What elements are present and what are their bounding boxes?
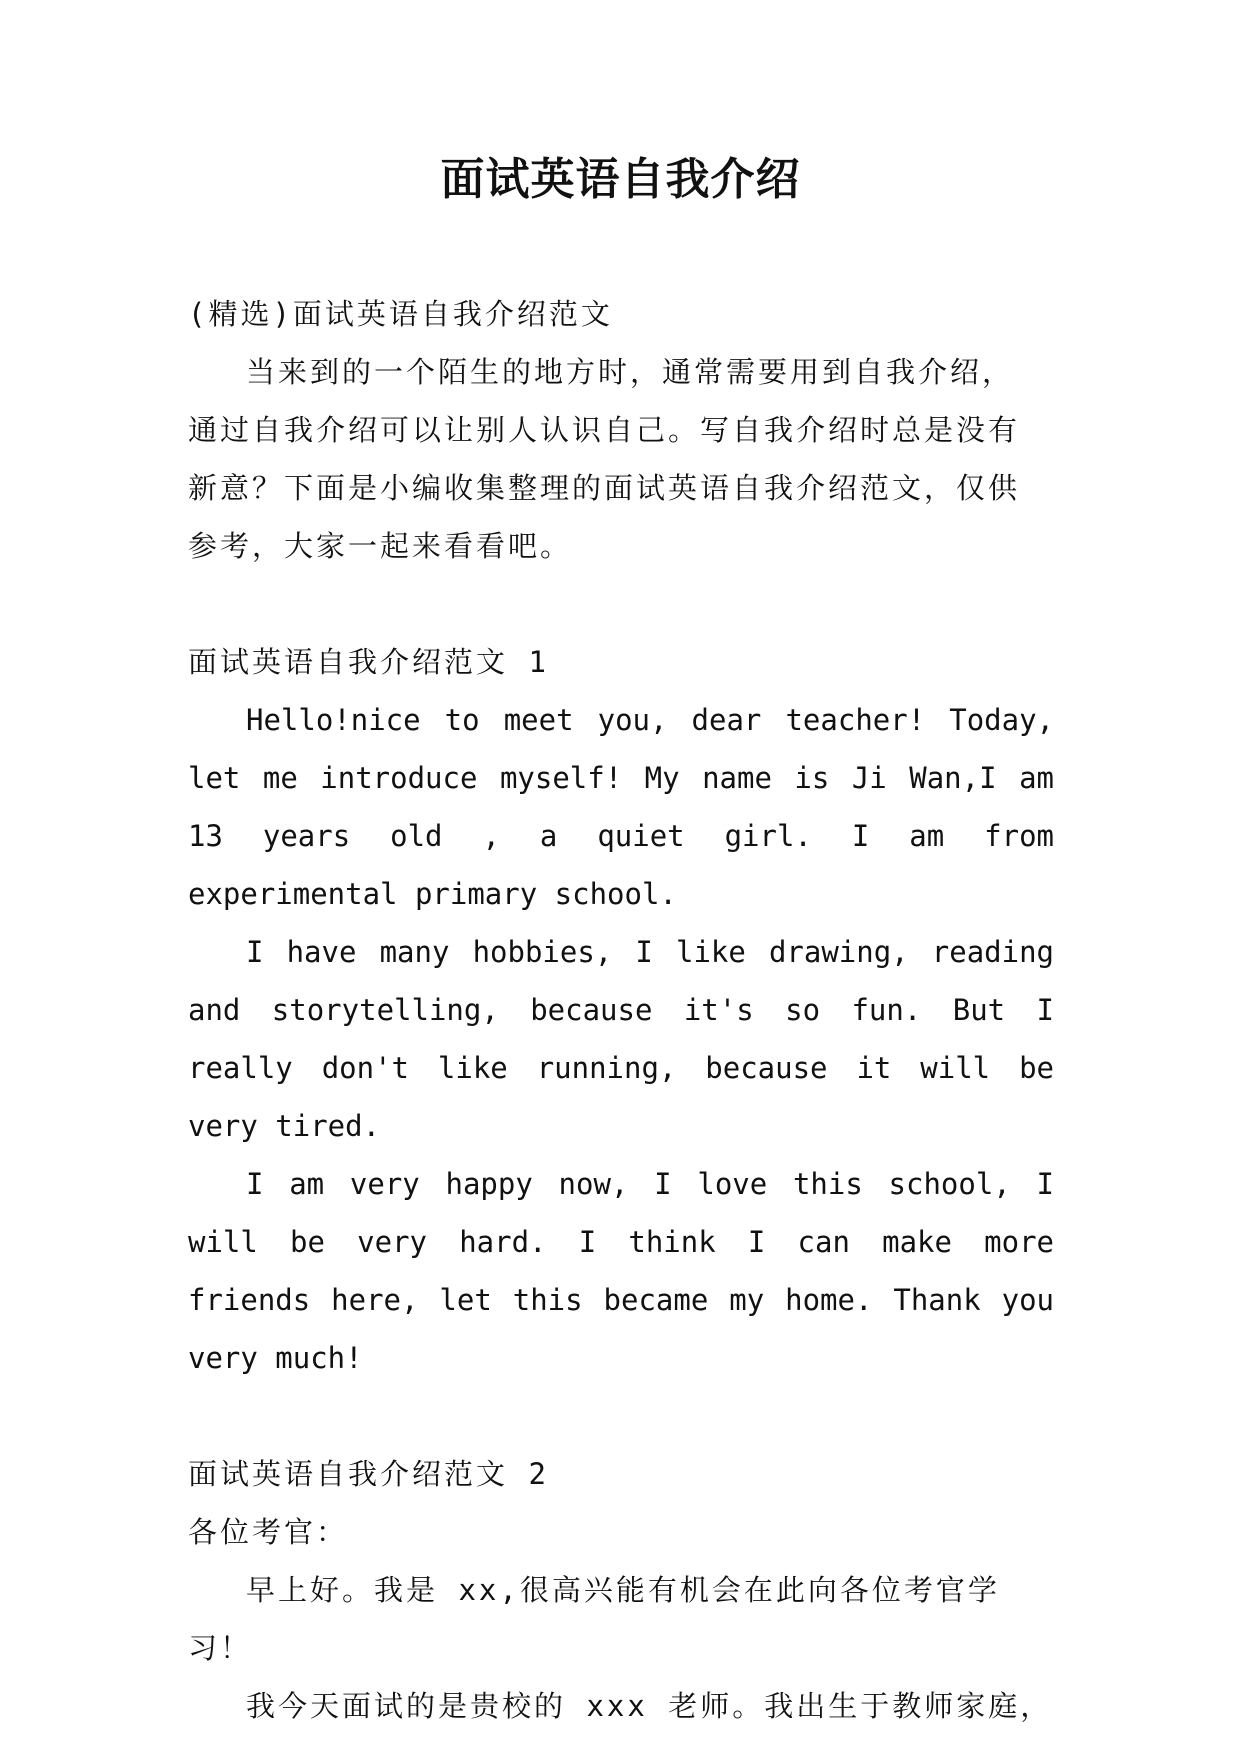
spacer <box>188 1387 1054 1445</box>
english-paragraph-2: I have many hobbies, I like drawing, reading and storytelling, because it's so fun. But I really don't like running, because it will be very tired. <box>188 935 1054 1143</box>
section-heading-2: 面试英语自我介绍范文 2 <box>188 1457 549 1491</box>
intro-line: 当来到的一个陌生的地方时，通常需要用到自我介绍， <box>246 355 1015 389</box>
document-title: 面试英语自我介绍 <box>440 154 801 205</box>
section-heading-1: 面试英语自我介绍范文 1 <box>188 645 549 679</box>
document-body <box>188 285 1054 1735</box>
english-paragraph-1: Hello!nice to meet you, dear teacher! Today, let me introduce myself! My name is Ji Wan,I am 13 years old , a quiet girl. I am from experimental primary school. <box>188 703 1054 911</box>
english-paragraph-3: I am very happy now, I love this school, I will be very hard. I think I can make more friends here, let this became my home. Thank you very much! <box>188 1167 1054 1375</box>
intro-paragraph <box>188 343 1054 575</box>
subtitle: (精选)面试英语自我介绍范文 <box>188 297 613 331</box>
intro-line: 通过自我介绍可以让别人认识自己。写自我介绍时总是没有 <box>188 413 1021 447</box>
salutation: 各位考官： <box>188 1515 349 1549</box>
body-line: 早上好。我是 xx,很高兴能有机会在此向各位考官学习！ <box>188 1573 1000 1665</box>
body-line: 我今天面试的是贵校的 xxx 老师。我出生于教师家庭， <box>246 1689 1053 1723</box>
intro-line: 参考，大家一起来看看吧。 <box>188 529 573 563</box>
intro-line: 新意？下面是小编收集整理的面试英语自我介绍范文，仅供 <box>188 471 1021 505</box>
spacer <box>188 575 1054 633</box>
